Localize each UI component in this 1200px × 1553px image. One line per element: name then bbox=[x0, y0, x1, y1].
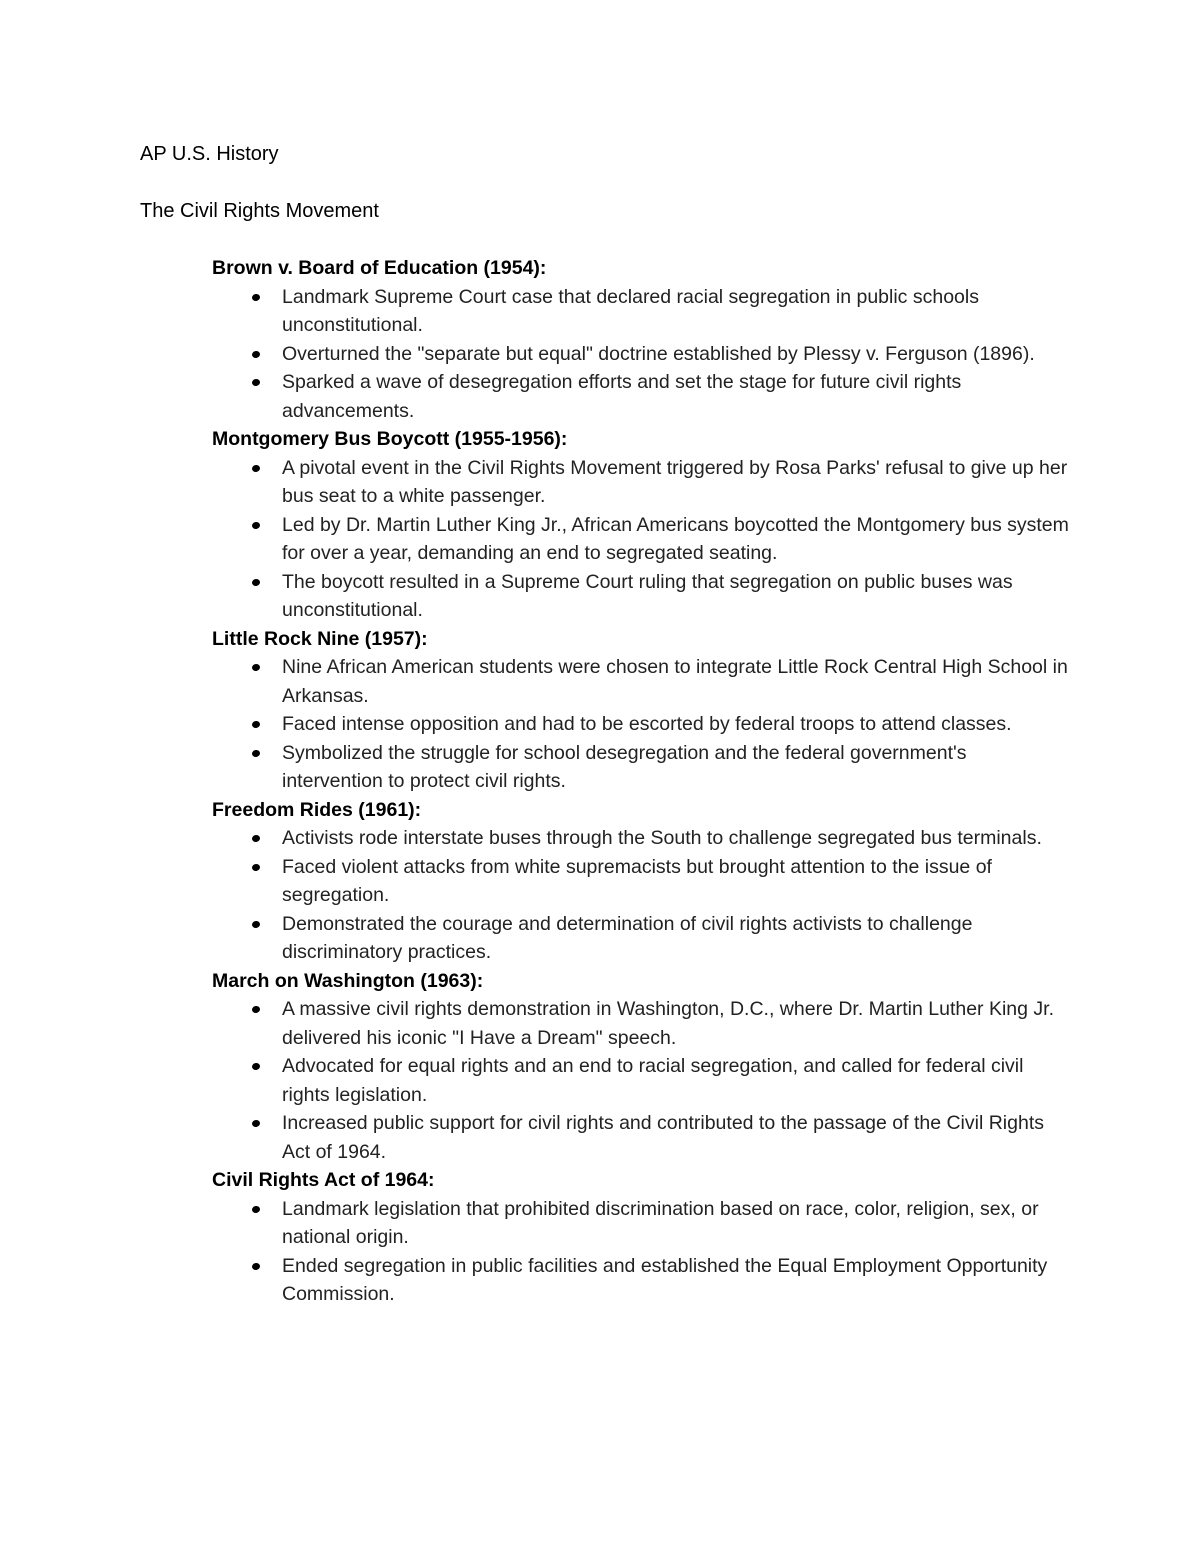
bullet-dot-icon bbox=[251, 1062, 261, 1071]
bullet-dot-icon bbox=[251, 464, 261, 473]
bullet-list bbox=[212, 1195, 1072, 1309]
bullet-dot-icon bbox=[251, 1119, 261, 1128]
bullet-dot-icon bbox=[251, 378, 261, 387]
bullet-dot-icon bbox=[251, 578, 261, 587]
outline-section bbox=[212, 967, 1072, 1167]
bullet-item bbox=[212, 853, 1072, 910]
outline-section bbox=[212, 796, 1072, 967]
bullet-item bbox=[212, 710, 1072, 739]
bullet-dot-icon bbox=[251, 863, 261, 872]
bullet-text: Faced intense opposition and had to be escorted by federal troops to attend classes. bbox=[282, 713, 1012, 735]
bullet-text: Landmark Supreme Court case that declared racial segregation in public schools unconstitutional. bbox=[282, 285, 979, 336]
bullet-item bbox=[212, 910, 1072, 967]
bullet-item bbox=[212, 454, 1072, 511]
bullet-text: Ended segregation in public facilities and established the Equal Employment Opportunity Commission. bbox=[282, 1254, 1048, 1305]
bullet-dot-icon bbox=[251, 521, 261, 530]
bullet-text: Sparked a wave of desegregation efforts and set the stage for future civil rights advancements. bbox=[282, 371, 962, 422]
bullet-item bbox=[212, 283, 1072, 340]
course-name: AP U.S. History bbox=[140, 143, 279, 165]
bullet-text: Led by Dr. Martin Luther King Jr., African Americans boycotted the Montgomery bus system for over a year, demanding an end to segregated seating. bbox=[282, 513, 1069, 564]
bullet-dot-icon bbox=[251, 1205, 261, 1214]
bullet-text: Increased public support for civil rights and contributed to the passage of the Civil Rights Act of 1964. bbox=[282, 1112, 1044, 1163]
bullet-dot-icon bbox=[251, 663, 261, 672]
document-title: The Civil Rights Movement bbox=[140, 200, 379, 222]
bullet-dot-icon bbox=[251, 749, 261, 758]
bullet-text: Landmark legislation that prohibited discrimination based on race, color, religion, sex, or national origin. bbox=[282, 1197, 1039, 1248]
bullet-text: Activists rode interstate buses through the South to challenge segregated bus terminals. bbox=[282, 827, 1042, 849]
bullet-text: A pivotal event in the Civil Rights Movement triggered by Rosa Parks' refusal to give up her bus seat to a white passenger. bbox=[282, 456, 1068, 507]
section-heading: Montgomery Bus Boycott (1955-1956): bbox=[212, 428, 568, 450]
outline-section bbox=[212, 1166, 1072, 1309]
bullet-text: Demonstrated the courage and determination of civil rights activists to challenge discriminatory practices. bbox=[282, 912, 973, 963]
bullet-dot-icon bbox=[251, 720, 261, 729]
bullet-item bbox=[212, 739, 1072, 796]
bullet-text: Symbolized the struggle for school desegregation and the federal government's intervention to protect civil rights. bbox=[282, 741, 967, 792]
bullet-item bbox=[212, 568, 1072, 625]
bullet-item bbox=[212, 1109, 1072, 1166]
bullet-item bbox=[212, 653, 1072, 710]
bullet-dot-icon bbox=[251, 1262, 261, 1271]
bullet-list bbox=[212, 995, 1072, 1166]
outline-section bbox=[212, 625, 1072, 796]
section-heading: Civil Rights Act of 1964: bbox=[212, 1169, 435, 1191]
section-heading: Little Rock Nine (1957): bbox=[212, 627, 428, 650]
bullet-text: A massive civil rights demonstration in Washington, D.C., where Dr. Martin Luther King Jr. delivered his iconic "I Have a Dream" speech. bbox=[282, 998, 1055, 1049]
outline-sections bbox=[212, 254, 1072, 1309]
bullet-list bbox=[212, 824, 1072, 967]
bullet-text: Advocated for equal rights and an end to racial segregation, and called for federal civil rights legislation. bbox=[282, 1055, 1024, 1106]
bullet-item bbox=[212, 1252, 1072, 1309]
bullet-item bbox=[212, 1195, 1072, 1252]
bullet-dot-icon bbox=[251, 1005, 261, 1014]
bullet-dot-icon bbox=[251, 834, 261, 843]
bullet-item bbox=[212, 511, 1072, 568]
bullet-text: Faced violent attacks from white supremacists but brought attention to the issue of segregation. bbox=[282, 855, 992, 906]
bullet-item bbox=[212, 995, 1072, 1052]
bullet-item bbox=[212, 1052, 1072, 1109]
bullet-list bbox=[212, 454, 1072, 625]
section-heading: March on Washington (1963): bbox=[212, 969, 484, 992]
bullet-dot-icon bbox=[251, 293, 261, 302]
outline-section bbox=[212, 254, 1072, 425]
bullet-text: The boycott resulted in a Supreme Court ruling that segregation on public buses was unconstitutional. bbox=[282, 570, 1013, 621]
outline-section bbox=[212, 425, 1072, 625]
bullet-text: Overturned the "separate but equal" doctrine established by Plessy v. Ferguson (1896). bbox=[282, 342, 1035, 365]
bullet-dot-icon bbox=[251, 920, 261, 929]
bullet-list bbox=[212, 283, 1072, 426]
bullet-text: Nine African American students were chosen to integrate Little Rock Central High School in Arkansas. bbox=[282, 656, 1068, 707]
bullet-list bbox=[212, 653, 1072, 796]
bullet-item bbox=[212, 340, 1072, 369]
bullet-item bbox=[212, 368, 1072, 425]
bullet-dot-icon bbox=[251, 350, 261, 359]
section-heading: Freedom Rides (1961): bbox=[212, 798, 422, 821]
section-heading: Brown v. Board of Education (1954): bbox=[212, 257, 547, 279]
bullet-item bbox=[212, 824, 1072, 853]
